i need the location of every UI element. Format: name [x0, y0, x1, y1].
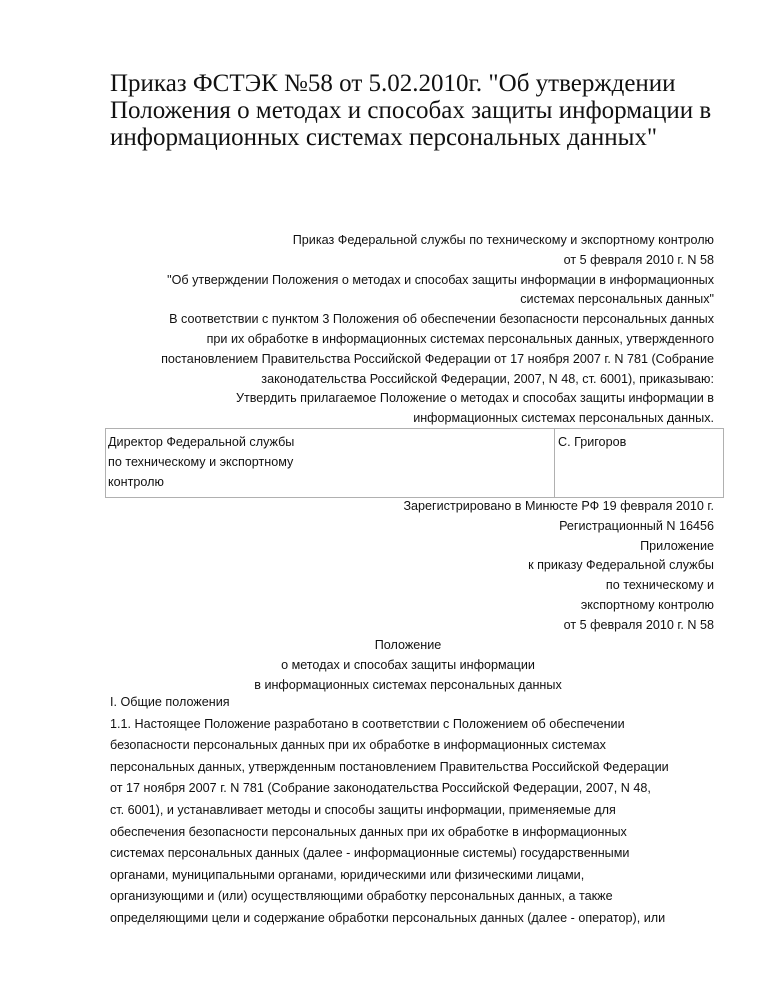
- body-line: организующими и (или) осуществляющими обработку персональных данных, а также: [110, 889, 613, 904]
- body-line: системах персональных данных (далее - информационные системы) государственными: [110, 846, 630, 861]
- appendix-title: [100, 636, 716, 695]
- appendix-title-line: о методах и способах защиты информации: [281, 657, 535, 672]
- section-heading: I. Общие положения: [110, 695, 230, 709]
- appendix-title-line: Положение: [374, 638, 442, 652]
- position-line: Директор Федеральной службы: [108, 435, 295, 449]
- header-line: Приказ Федеральной службы по техническому и экспортному контролю: [292, 233, 714, 247]
- header-line: при их обработке в информационных системах персональных данных, утвержденного: [206, 331, 714, 346]
- registration-line: Зарегистрировано в Минюсте РФ 19 февраля 2010 г.: [403, 499, 714, 513]
- body-line: органами, муниципальными органами, юридическими или физическими лицами,: [110, 867, 585, 882]
- body-line: определяющими цели и содержание обработки персональных данных (далее - оператор), или: [110, 910, 666, 925]
- order-header: [100, 231, 714, 429]
- registration-line: от 5 февраля 2010 г. N 58: [563, 617, 714, 632]
- body-line: персональных данных, утвержденным постановлением Правительства Российской Федерации: [110, 759, 669, 774]
- body-line: безопасности персональных данных при их обработке в информационных системах: [110, 738, 606, 753]
- body-line: ст. 6001), и устанавливает методы и способы защиты информации, применяемые для: [110, 802, 616, 817]
- body-line: 1.1. Настоящее Положение разработано в соответствии с Положением об обеспечении: [110, 716, 625, 731]
- registration-block: [100, 497, 714, 636]
- body-text: [110, 692, 720, 930]
- appendix-title-line: в информационных системах персональных данных: [254, 677, 562, 692]
- registration-line: экспортному контролю: [580, 597, 714, 612]
- body-line: от 17 ноября 2007 г. N 781 (Собрание законодательства Российской Федерации, 2007, N 48,: [110, 781, 651, 796]
- header-line: системах персональных данных": [520, 292, 714, 307]
- registration-line: Приложение: [640, 538, 714, 553]
- header-line: законодательства Российской Федерации, 2007, N 48, ст. 6001), приказываю:: [261, 371, 714, 386]
- header-line: В соответствии с пунктом 3 Положения об обеспечении безопасности персональных данных: [169, 312, 714, 327]
- title-line: информационных системах персональных данных": [110, 124, 658, 151]
- registration-line: к приказу Федеральной службы: [528, 558, 714, 573]
- signature-name-cell: [555, 429, 724, 498]
- header-line: от 5 февраля 2010 г. N 58: [563, 252, 714, 267]
- header-line: Утвердить прилагаемое Положение о методах и способах защиты информации в: [235, 391, 714, 406]
- signature-table: [105, 428, 724, 498]
- title-line: Положения о методах и способах защиты информации в: [110, 97, 712, 124]
- title-line: Приказ ФСТЭК №58 от 5.02.2010г. "Об утверждении: [110, 70, 676, 97]
- document-title: [110, 70, 710, 151]
- registration-line: по техническому и: [605, 578, 714, 593]
- header-line: постановлением Правительства Российской Федерации от 17 ноября 2007 г. N 781 (Собрание: [161, 351, 714, 366]
- signature-position-cell: [106, 429, 555, 498]
- signatory-name: С. Григоров: [558, 435, 627, 449]
- position-line: по техническому и экспортному: [108, 454, 294, 469]
- header-line: информационных системах персональных данных.: [413, 411, 714, 426]
- header-line: "Об утверждении Положения о методах и способах защиты информации в информационных: [167, 272, 714, 287]
- body-line: обеспечения безопасности персональных данных при их обработке в информационных: [110, 824, 627, 839]
- position-line: контролю: [108, 474, 164, 489]
- registration-line: Регистрационный N 16456: [559, 518, 714, 533]
